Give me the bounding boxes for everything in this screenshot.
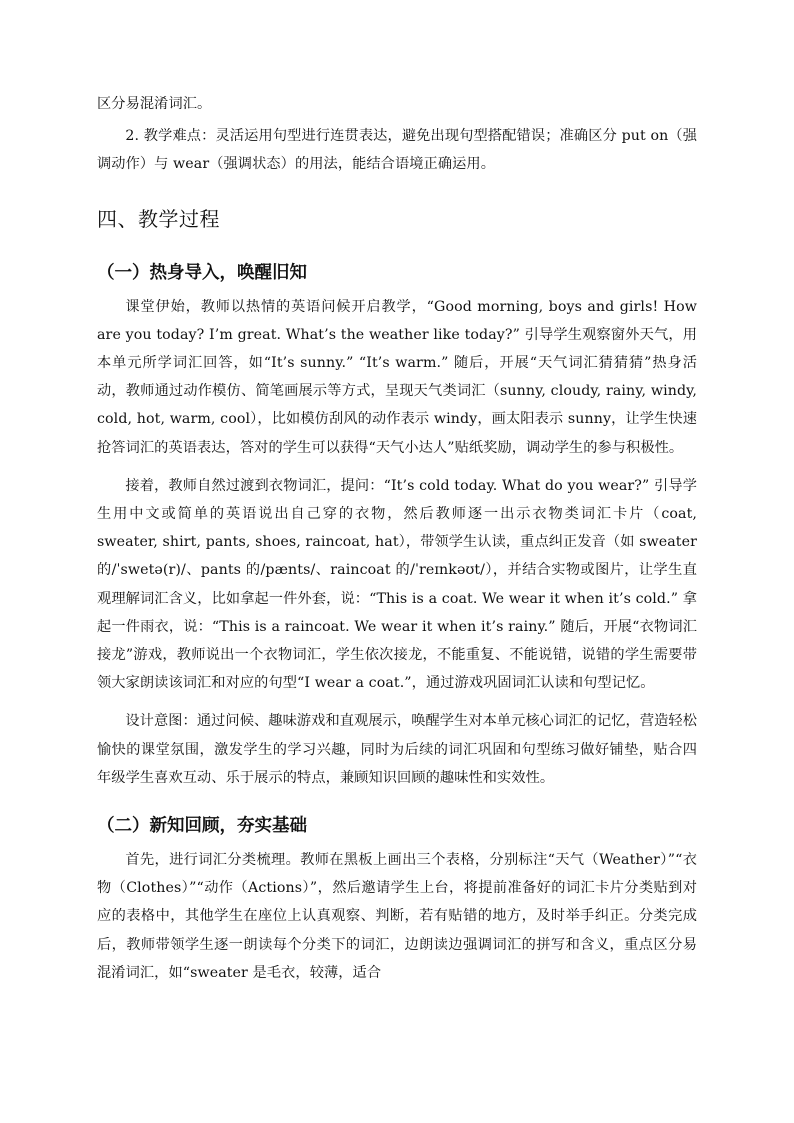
document-body [97, 90, 697, 987]
paragraph-warmup: 课堂伊始，教师以热情的英语问候开启教学，“Good morning, boys and girls! How are you today? I’m great. What’s the weather like today?” 引导学生观察窗外天气，用本单元所学词汇回答，如“It’s sunny.” “It’s warm.” 随后，开展“天气词汇猜猜猜”热身活动，教师通过动作模仿、简笔画展示等方式，呈现天气类词汇（sunny, cloudy, rainy, windy, cold, hot, warm, cool），比如模仿刮风的动作表示 windy，画太阳表示 sunny，让学生快速抢答词汇的英语表达，答对的学生可以获得“天气小达人”贴纸奖励，调动学生的参与积极性。 [97, 298, 697, 456]
spacer [97, 179, 697, 199]
spacer [97, 462, 697, 472]
subsection-heading-1: （一）热身导入，唤醒旧知 [97, 262, 307, 283]
paragraph-clothes-vocab: 接着，教师自然过渡到衣物词汇，提问：“It’s cold today. What do you wear?” 引导学生用中文或简单的英语说出自己穿的衣物，然后教师逐一出示衣物类词汇卡片（coat, sweater, shirt, pants, shoes, raincoat, hat），带领学生认读，重点纠正发音（如 sweater 的/ˈswetə(r)/、pants 的/pænts/、raincoat 的/ˈreɪnkəʊt/），并结合实物或图片，让学生直观理解词汇含义，比如拿起一件外套，说：“This is a coat. We wear it when it’s cold.” 拿起一件雨衣，说：“This is a raincoat. We wear it when it’s rainy.” 随后，开展“衣物词汇接龙”游戏，教师说出一个衣物词汇，学生依次接龙，不能重复、不能说错，说错的学生需要带领大家朗读该词汇和对应的句型“I wear a coat.”，通过游戏巩固词汇认读和句型记忆。 [97, 477, 697, 692]
spacer [97, 792, 697, 806]
section-heading: 四、教学过程 [97, 206, 220, 231]
subsection-heading-2: （二）新知回顾，夯实基础 [97, 816, 307, 837]
paragraph-design-intent: 设计意图：通过问候、趣味游戏和直观展示，唤醒学生对本单元核心词汇的记忆，营造轻松愉快的课堂氛围，激发学生的学习兴趣，同时为后续的词汇巩固和句型练习做好铺垫，贴合四年级学生喜欢互动、乐于展示的特点，兼顾知识回顾的趣味性和实效性。 [97, 713, 697, 786]
paragraph-top: 区分易混淆词汇。 [97, 96, 212, 112]
paragraph-difficulty-point: 2. 教学难点：灵活运用句型进行连贯表达，避免出现句型搭配错误；准确区分 put on（强调动作）与 wear（强调状态）的用法，能结合语境正确运用。 [97, 128, 697, 173]
spacer [97, 697, 697, 707]
spacer [97, 239, 697, 253]
paragraph-vocab-review: 首先，进行词汇分类梳理。教师在黑板上画出三个表格，分别标注“天气（Weather）”“衣物（Clothes）”“动作（Actions）”，然后邀请学生上台，将提前准备好的词汇卡片分类贴到对应的表格中，其他学生在座位上认真观察、判断，若有贴错的地方，及时举手纠正。分类完成后，教师带领学生逐一朗读每个分类下的词汇，边朗读边强调词汇的拼写和含义，重点区分易混淆词汇，如“sweater 是毛衣，较薄，适合 [97, 852, 697, 981]
